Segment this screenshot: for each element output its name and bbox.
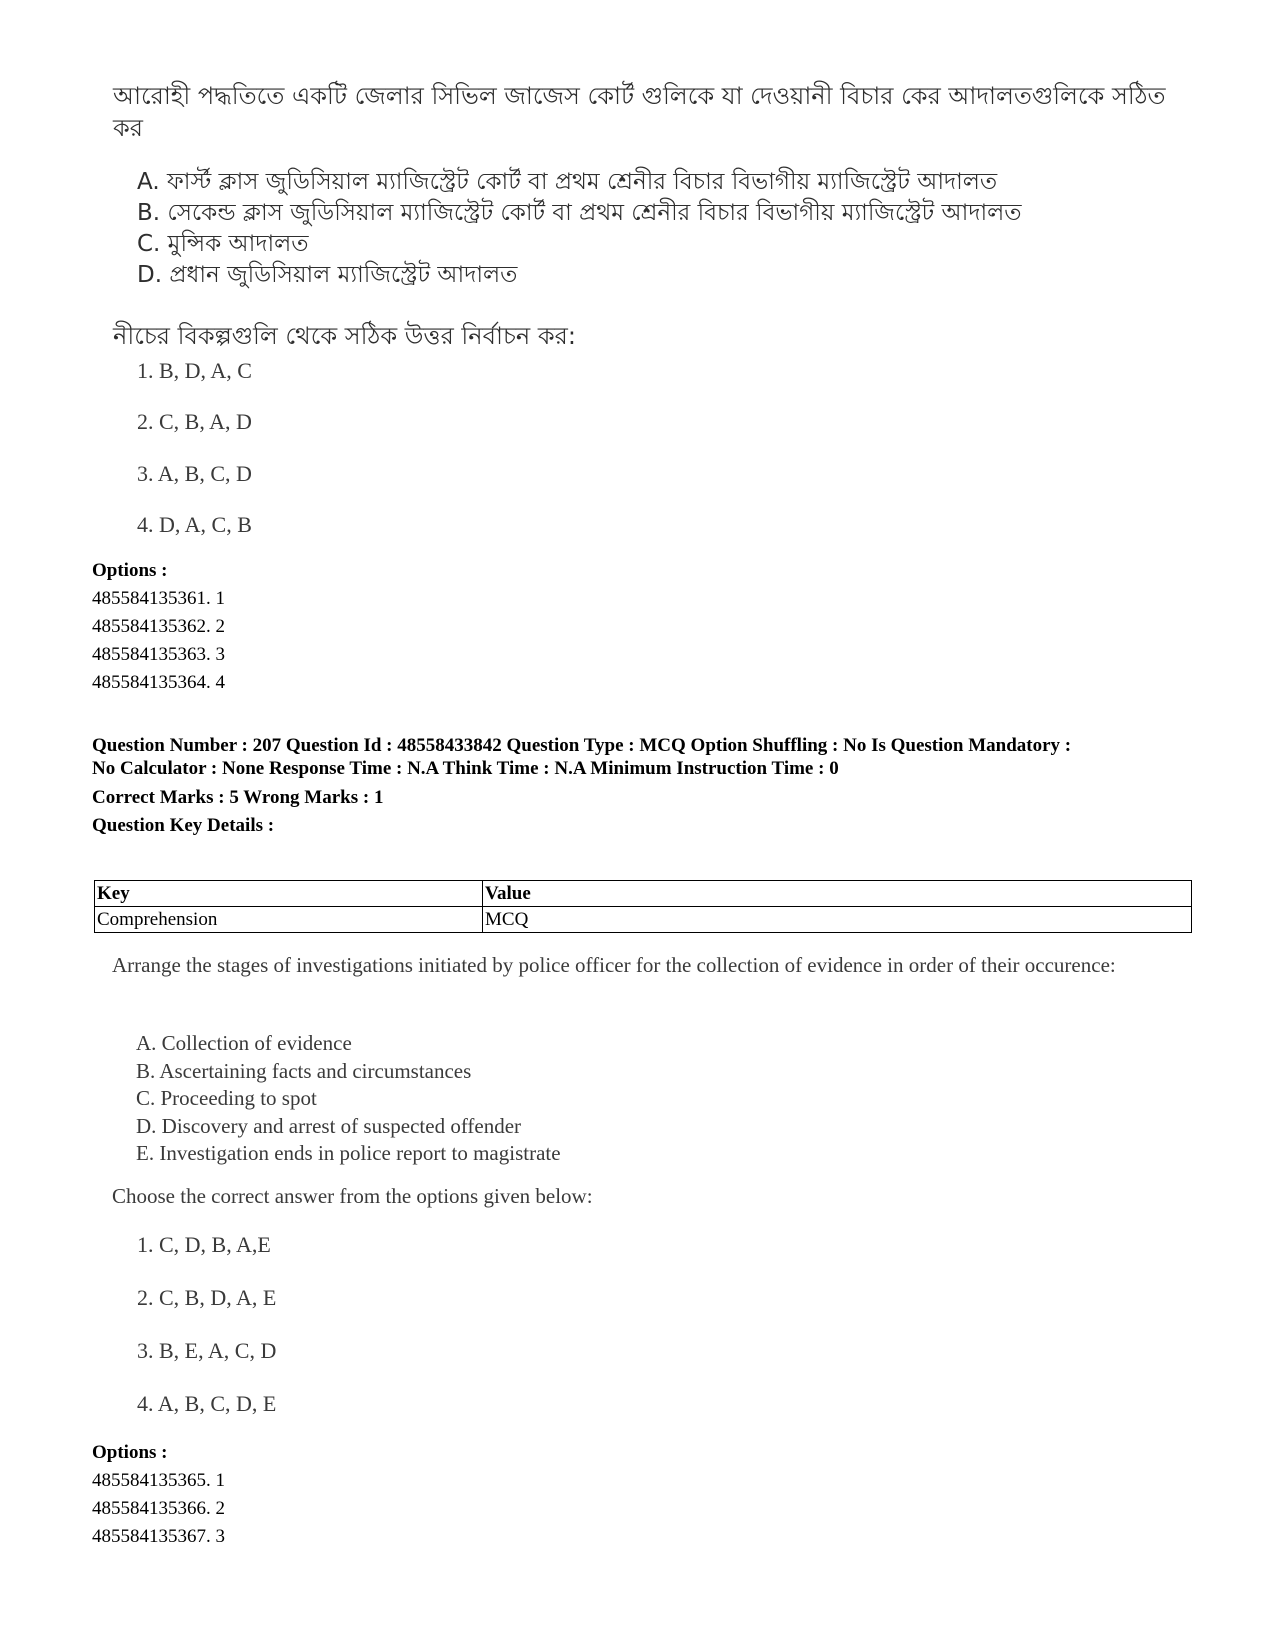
list-item: D. প্রধান জুডিসিয়াল ম্যাজিস্ট্রেট আদালত	[137, 262, 518, 288]
answer-choice: 4. D, A, C, B	[137, 512, 252, 537]
prev-question-items	[137, 167, 1022, 291]
table-cell: Comprehension	[95, 907, 483, 933]
answer-choice: 2. C, B, A, D	[137, 409, 252, 434]
table-header-row	[95, 881, 1192, 907]
question-key-table	[94, 880, 1192, 933]
answer-choice: 2. C, B, D, A, E	[137, 1285, 277, 1310]
question-207-items	[136, 1030, 561, 1168]
list-item: B. সেকেন্ড ক্লাস জুডিসিয়াল ম্যাজিস্ট্রেট কোর্ট বা প্রথম শ্রেনীর বিচার বিভাগীয় ম্যাজিস্ট্রেট আদালত	[137, 200, 1022, 226]
list-item: E. Investigation ends in police report to magistrate	[136, 1141, 561, 1166]
list-item: D. Discovery and arrest of suspected offender	[136, 1113, 522, 1138]
table-header-cell: Value	[483, 881, 1192, 907]
table-header-cell: Key	[95, 881, 483, 907]
question-meta-line1: Question Number : 207 Question Id : 48558433842 Question Type : MCQ Option Shuffling : No Is Question Mandatory :	[92, 735, 1072, 756]
table-cell: MCQ	[483, 907, 1192, 933]
list-item: C. Proceeding to spot	[136, 1086, 317, 1111]
table-row	[95, 907, 1192, 933]
question-207-instruction: Choose the correct answer from the options given below:	[112, 1184, 593, 1208]
question-key-details-label: Question Key Details :	[92, 815, 275, 836]
question-207-stem: Arrange the stages of investigations initiated by police officer for the collection of evidence in order of their occurence:	[112, 953, 1116, 977]
prev-question-stem: আরোহী পদ্ধতিতে একটি জেলার সিভিল জাজেস কোর্ট গুলিকে যা দেওয়ানী বিচার কের আদালতগুলিকে সঠিত কর	[113, 82, 1166, 142]
list-item: C. মুন্সিক আদালত	[137, 231, 309, 257]
answer-choice: 1. C, D, B, A,E	[137, 1232, 271, 1257]
prev-question-instruction: নীচের বিকল্পগুলি থেকে সঠিক উত্তর নির্বাচন কর:	[113, 322, 576, 350]
option-id: 485584135363. 3	[92, 644, 225, 665]
list-item: A. Collection of evidence	[136, 1031, 352, 1055]
question-meta-line2: No Calculator : None Response Time : N.A Think Time : N.A Minimum Instruction Time : 0	[92, 758, 839, 779]
options-label: Options :	[92, 1442, 168, 1463]
answer-choice: 1. B, D, A, C	[137, 358, 252, 383]
question-marks: Correct Marks : 5 Wrong Marks : 1	[92, 787, 384, 808]
option-id: 485584135366. 2	[92, 1498, 225, 1519]
list-item: B. Ascertaining facts and circumstances	[136, 1058, 472, 1083]
list-item: A. ফার্স্ট ক্লাস জুডিসিয়াল ম্যাজিস্ট্রেট কোর্ট বা প্রথম শ্রেনীর বিচার বিভাগীয় ম্যাজিস্ট্রেট আদালত	[137, 169, 998, 195]
answer-choice: 3. A, B, C, D	[137, 461, 252, 486]
options-label: Options :	[92, 560, 168, 581]
option-id: 485584135361. 1	[92, 588, 225, 609]
option-id: 485584135362. 2	[92, 616, 225, 637]
answer-choice: 4. A, B, C, D, E	[137, 1391, 277, 1416]
answer-choice: 3. B, E, A, C, D	[137, 1338, 277, 1363]
option-id: 485584135365. 1	[92, 1470, 225, 1491]
option-id: 485584135367. 3	[92, 1526, 225, 1547]
option-id: 485584135364. 4	[92, 672, 225, 693]
